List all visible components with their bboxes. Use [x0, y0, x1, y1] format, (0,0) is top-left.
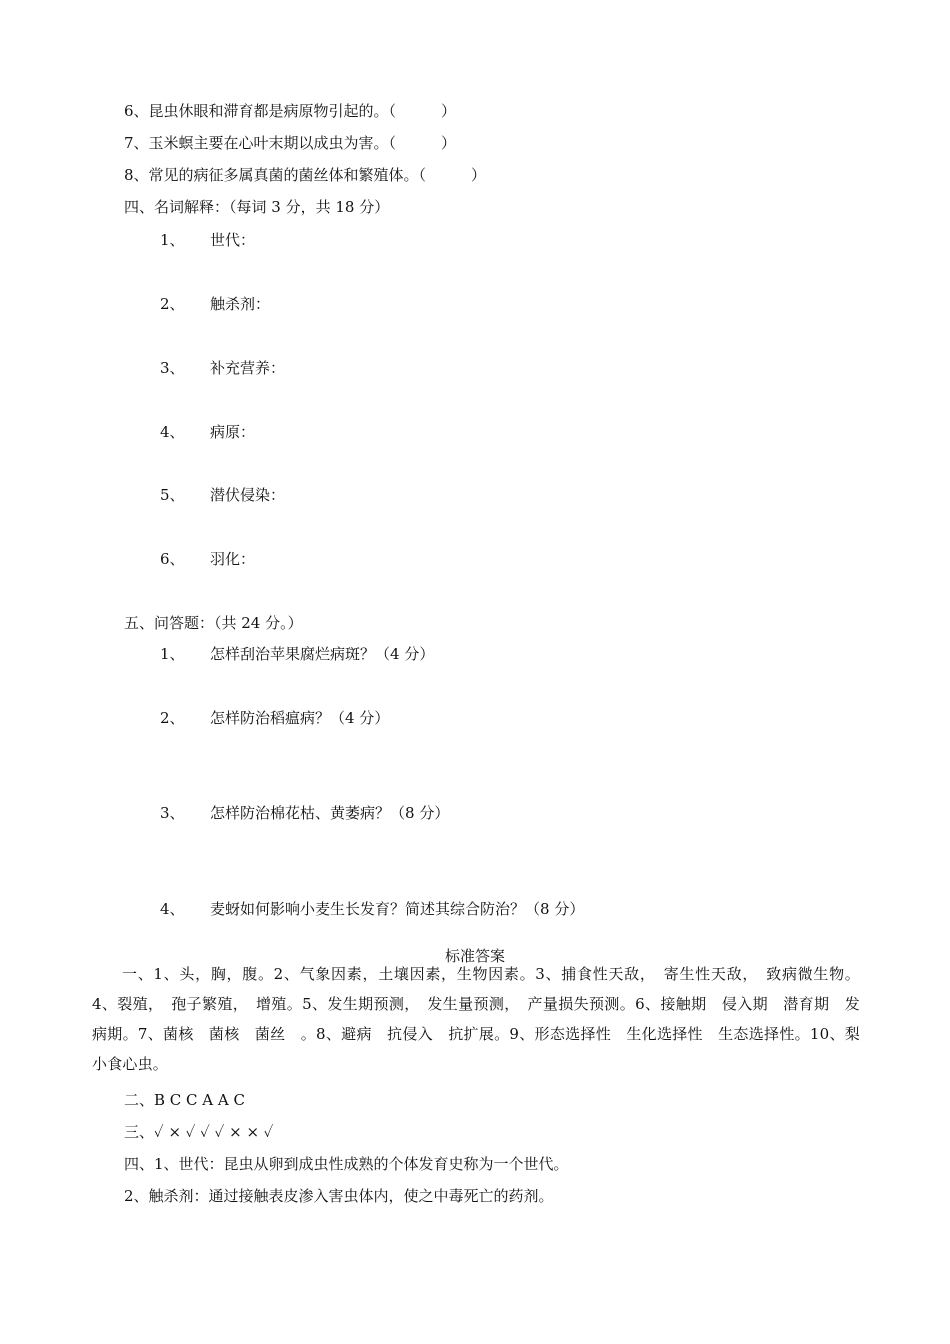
- question-number: 4、: [160, 900, 185, 918]
- question-text: 怎样防治稻瘟病？（4 分）: [210, 709, 390, 727]
- answers-part4-2: 2、触杀剂：通过接触表皮渗入害虫体内，使之中毒死亡的药剂。: [124, 1187, 554, 1205]
- term-label: 触杀剂：: [210, 295, 271, 313]
- section5-heading: 五、问答题：（共 24 分。）: [124, 614, 303, 632]
- term-label: 补充营养：: [210, 359, 286, 377]
- answers-part4-1: 四、1、世代：昆虫从卵到成虫性成熟的个体发育史称为一个世代。: [124, 1155, 569, 1173]
- term-label: 世代：: [210, 231, 256, 249]
- answers-part2: 二、B C C A A C: [124, 1091, 245, 1109]
- question-text: 怎样防治棉花枯、黄萎病？（8 分）: [210, 804, 450, 822]
- question-number: 2、: [160, 709, 185, 727]
- section4-heading: 四、名词解释：（每词 3 分，共 18 分）: [124, 198, 390, 216]
- term-label: 羽化：: [210, 550, 256, 568]
- term-number: 1、: [160, 231, 185, 249]
- tf-question-7: 7、玉米螟主要在心叶末期以成虫为害。（ ）: [124, 134, 457, 152]
- term-number: 6、: [160, 550, 185, 568]
- term-number: 2、: [160, 295, 185, 313]
- term-label: 潜伏侵染：: [210, 486, 286, 504]
- tf-question-8: 8、常见的病征多属真菌的菌丝体和繁殖体。（ ）: [124, 166, 487, 184]
- answers-part3: 三、✓ × ✓ ✓ ✓ × × ✓: [124, 1123, 274, 1141]
- term-label: 病原：: [210, 423, 256, 441]
- answers-title: 标准答案: [444, 947, 505, 965]
- term-number: 3、: [160, 359, 185, 377]
- tf-question-6: 6、昆虫休眼和滞育都是病原物引起的。（ ）: [124, 102, 457, 120]
- term-number: 4、: [160, 423, 185, 441]
- question-text: 怎样刮治苹果腐烂病斑？（4 分）: [210, 645, 435, 663]
- question-text: 麦蚜如何影响小麦生长发育？简述其综合防治？（8 分）: [210, 900, 585, 918]
- question-number: 3、: [160, 804, 185, 822]
- term-number: 5、: [160, 486, 185, 504]
- answers-part1: 一、1、头，胸，腹。2、气象因素，土壤因素，生物因素。3、捕食性天敌， 寄生性天敌， 致病微生物。4、裂殖， 孢子繁殖， 增殖。5、发生期预测， 发生量预测， 产量损失预测。6、接触期 侵入期 潜育期 发病期。7、菌核 菌核 菌丝 。8、避病 抗侵入 抗扩展。9、形态选择性 生化选择性 生态选择性。10、梨小食心虫。: [92, 965, 860, 1073]
- question-number: 1、: [160, 645, 185, 663]
